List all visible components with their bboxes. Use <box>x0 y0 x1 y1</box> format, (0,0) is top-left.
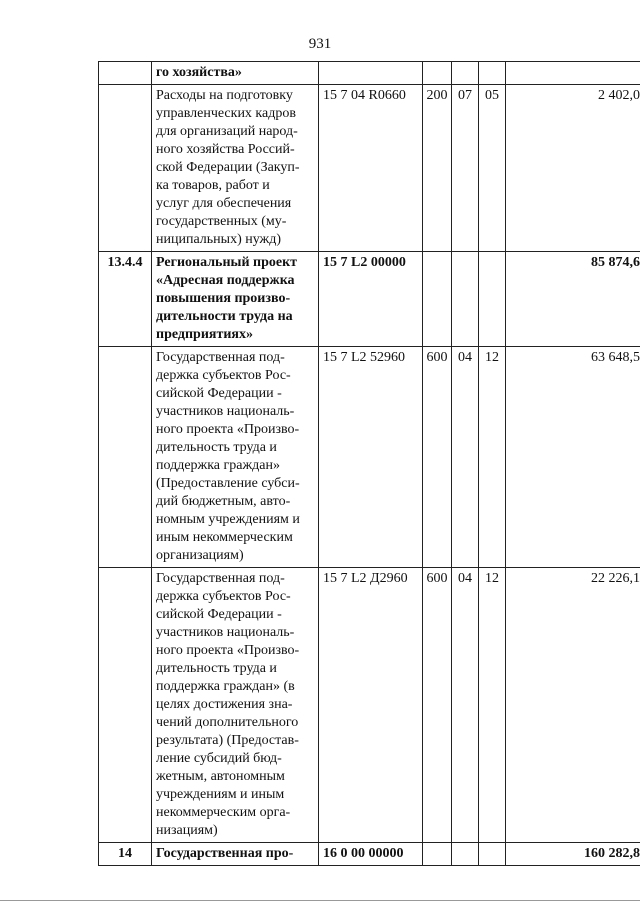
name-line: ской Федерации (Закуп- <box>156 160 300 175</box>
name-line: Государственная под- <box>156 350 285 365</box>
name-line: дительности труда на <box>156 309 293 324</box>
budget-table-body <box>99 62 640 866</box>
table-section-row <box>99 252 640 347</box>
name-line: некоммерческим орга- <box>156 805 291 820</box>
subsection-cell <box>479 252 506 347</box>
page-number: 931 <box>308 36 332 52</box>
name-line: Региональный проект <box>156 255 298 270</box>
name-line: ление субсидий бюд- <box>156 751 282 766</box>
name-line: дий бюджетным, авто- <box>156 494 291 509</box>
expense-type-cell: 600 <box>423 568 452 843</box>
name-line: поддержка граждан» (в <box>156 679 295 694</box>
amount-cell: 63 648,5 <box>506 347 640 568</box>
subsection-cell <box>479 62 506 85</box>
name-line: (Предоставление субси- <box>156 476 300 491</box>
name-cell <box>152 843 319 866</box>
scan-edge-line <box>0 900 640 901</box>
expense-type-cell <box>423 62 452 85</box>
target-article-cell: 15 7 L2 Д2960 <box>319 568 423 843</box>
target-article-cell: 15 7 L2 52960 <box>319 347 423 568</box>
name-line: результата) (Предостав- <box>156 733 299 748</box>
table-row <box>99 568 640 843</box>
name-line: дительность труда и <box>156 661 277 676</box>
row-number-cell <box>99 347 152 568</box>
name-line: «Адресная поддержка <box>156 273 295 288</box>
target-article-cell: 16 0 00 00000 <box>319 843 423 866</box>
name-line: управленческих кадров <box>156 106 296 121</box>
name-line: ка товаров, работ и <box>156 178 270 193</box>
amount-cell: 160 282,8 <box>506 843 640 866</box>
name-line: участников националь- <box>156 404 295 419</box>
name-line: поддержка граждан» <box>156 458 280 473</box>
name-line: для организаций народ- <box>156 124 298 139</box>
row-number-cell <box>99 62 152 85</box>
row-number-cell: 13.4.4 <box>99 252 152 347</box>
subsection-cell: 12 <box>479 347 506 568</box>
name-line: иным некоммерческим <box>156 530 293 545</box>
section-cell <box>452 843 479 866</box>
name-line: организациям) <box>156 548 244 563</box>
target-article-cell: 15 7 04 R0660 <box>319 85 423 252</box>
expense-type-cell <box>423 252 452 347</box>
name-line: Государственная про- <box>156 846 294 861</box>
row-number-cell <box>99 85 152 252</box>
row-number-cell: 14 <box>99 843 152 866</box>
target-article-cell <box>319 62 423 85</box>
subsection-cell: 05 <box>479 85 506 252</box>
budget-table <box>98 61 640 866</box>
name-line: го хозяйства» <box>156 65 242 80</box>
section-cell <box>452 252 479 347</box>
section-cell: 07 <box>452 85 479 252</box>
name-line: повышения произво- <box>156 291 291 306</box>
amount-cell <box>506 62 640 85</box>
table-section-row <box>99 843 640 866</box>
name-line: низациям) <box>156 823 218 838</box>
amount-cell: 85 874,6 <box>506 252 640 347</box>
name-line: держка субъектов Рос- <box>156 589 291 604</box>
name-line: участников националь- <box>156 625 295 640</box>
name-line: предприятиях» <box>156 327 253 342</box>
table-row <box>99 85 640 252</box>
name-cell <box>152 347 319 568</box>
amount-cell: 22 226,1 <box>506 568 640 843</box>
name-line: ного хозяйства Россий- <box>156 142 295 157</box>
table-row <box>99 347 640 568</box>
name-line: чений дополнительного <box>156 715 299 730</box>
name-line: Расходы на подготовку <box>156 88 293 103</box>
name-cell <box>152 568 319 843</box>
name-line: Государственная под- <box>156 571 285 586</box>
expense-type-cell: 600 <box>423 347 452 568</box>
name-line: целях достижения зна- <box>156 697 293 712</box>
name-cell <box>152 252 319 347</box>
target-article-cell: 15 7 L2 00000 <box>319 252 423 347</box>
name-line: держка субъектов Рос- <box>156 368 291 383</box>
name-line: жетным, автономным <box>156 769 285 784</box>
section-cell: 04 <box>452 568 479 843</box>
name-line: сийской Федерации - <box>156 607 282 622</box>
amount-cell: 2 402,0 <box>506 85 640 252</box>
subsection-cell <box>479 843 506 866</box>
name-line: ного проекта «Произво- <box>156 422 300 437</box>
row-number-cell <box>99 568 152 843</box>
subsection-cell: 12 <box>479 568 506 843</box>
name-line: ного проекта «Произво- <box>156 643 300 658</box>
name-line: сийской Федерации - <box>156 386 282 401</box>
name-cell <box>152 85 319 252</box>
name-line: номным учреждениям и <box>156 512 300 527</box>
table-section-row <box>99 62 640 85</box>
name-line: ниципальных) нужд) <box>156 232 281 247</box>
name-line: учреждениям и иным <box>156 787 285 802</box>
name-line: дительность труда и <box>156 440 277 455</box>
section-cell <box>452 62 479 85</box>
name-cell <box>152 62 319 85</box>
section-cell: 04 <box>452 347 479 568</box>
expense-type-cell: 200 <box>423 85 452 252</box>
name-line: услуг для обеспечения <box>156 196 292 211</box>
name-line: государственных (му- <box>156 214 287 229</box>
expense-type-cell <box>423 843 452 866</box>
